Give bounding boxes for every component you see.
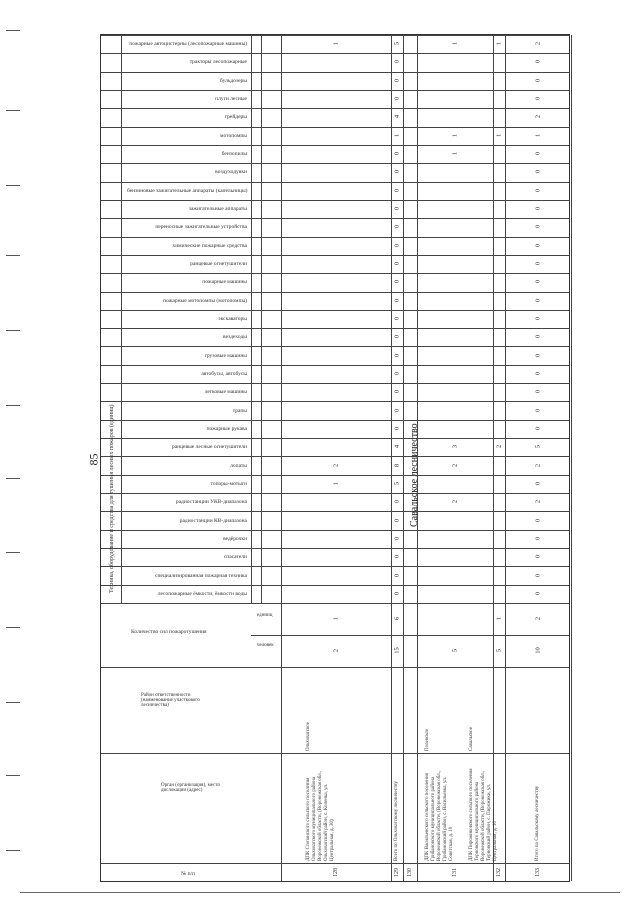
grid-hline	[101, 182, 569, 183]
grid-hline	[101, 365, 569, 366]
bottom-rule	[20, 892, 620, 893]
grid-hline	[101, 53, 569, 54]
row-equipment-value: 5	[393, 481, 401, 486]
equipment-column-label: пожарные рукава	[206, 425, 247, 432]
row-equipment-value: 2	[534, 42, 542, 46]
row-equipment-value: 0	[393, 170, 401, 174]
row-number: 129	[394, 868, 400, 877]
equipment-column-label: топоры-мотыги	[210, 480, 247, 487]
row-equipment-value: 2	[451, 463, 459, 467]
row-equipment-value: 0	[393, 591, 401, 595]
row-equipment-value: 1	[495, 133, 503, 137]
grid-vline	[493, 35, 494, 881]
grid-vline	[571, 35, 572, 881]
row-equipment-value: 0	[534, 536, 542, 540]
margin-mark	[6, 110, 20, 111]
row-equipment-value: 0	[534, 298, 542, 302]
grid-hline	[101, 383, 569, 384]
equipment-column-label: плуги лесные	[215, 96, 247, 103]
row-equipment-value: 0	[534, 188, 542, 192]
equipment-column-label: грузовые машины	[204, 352, 247, 359]
row-equipment-value: 1	[332, 481, 340, 486]
row-equipment-value: 0	[534, 316, 542, 321]
row-equipment-value: 0	[393, 298, 401, 302]
row-equipment-value: 0	[534, 353, 542, 357]
row-area: Ольховатское	[306, 721, 311, 751]
grid-vline	[251, 35, 252, 603]
grid-hline	[101, 585, 569, 586]
grid-vline	[391, 35, 392, 881]
grid-hline	[101, 475, 569, 476]
grid-hline	[101, 127, 569, 128]
staff-units-header: единиц	[257, 613, 273, 618]
grid-vline	[281, 35, 282, 881]
row-equipment-value: 0	[393, 225, 401, 229]
row-equipment-value: 1	[393, 133, 401, 137]
row-equipment-value: 4	[393, 445, 401, 449]
row-equipment-value: 0	[534, 408, 542, 412]
grid-hline	[101, 511, 569, 512]
row-units: 6	[393, 616, 401, 621]
grid-hline	[101, 310, 569, 311]
grid-hline	[101, 456, 569, 457]
equipment-column-label: экскаваторы	[218, 316, 247, 322]
row-equipment-value: 0	[534, 518, 542, 522]
row-equipment-value: 0	[393, 371, 401, 376]
row-equipment-value: 0	[534, 206, 542, 211]
row-equipment-value: 3	[451, 445, 459, 449]
row-number: 132	[496, 868, 502, 877]
row-equipment-value: 2	[534, 463, 542, 467]
grid-vline	[261, 35, 262, 603]
row-equipment-value: 0	[534, 170, 542, 174]
equipment-column-label: ранцевые лесные огнетушители	[171, 444, 247, 451]
row-people: 5	[495, 648, 503, 653]
margin-mark	[6, 627, 20, 628]
row-equipment-value: 0	[393, 536, 401, 540]
row-equipment-value: 0	[393, 390, 401, 394]
equipment-column-label: воздуходувки	[215, 169, 247, 176]
equipment-group-header: Техника, оборудование и средства для тушения лесных пожаров (единиц)	[109, 404, 115, 593]
row-equipment-value: 1	[451, 133, 459, 137]
equipment-column-label: спасатели	[223, 554, 247, 561]
equipment-column-label: лопаты	[230, 462, 247, 469]
grid-hline	[101, 72, 569, 73]
margin-mark	[6, 185, 20, 186]
grid-hline	[101, 603, 569, 604]
equipment-column-label: ранцевые огнетушители	[190, 261, 247, 268]
row-equipment-value: 1	[332, 42, 340, 46]
row-equipment-value: 8	[393, 463, 401, 467]
equipment-column-label: радиостанции УКВ-диапазона	[175, 499, 247, 506]
grid-hline	[101, 530, 569, 531]
grid-hline	[101, 438, 569, 439]
row-org: ДПК Степанского сельского поселения Ольховатского муниципального района Воронежской области, (Воронежская обл., Ольховатский район, с. Копенка, ул. Центральная, д. 30)	[306, 770, 335, 861]
row-equipment-value: 0	[534, 60, 542, 64]
row-area: Савальское	[469, 726, 474, 751]
equipment-column-label: бульдозеры	[220, 77, 247, 84]
row-org: ДПК Пирожиковского сельского поселения Терновского муниципального района Воронежской области, (Воронежская обл., Терновский район, с. Пирожики, ул. Центральная, д. 10	[469, 768, 498, 861]
row-area: Полевское	[425, 728, 430, 751]
staff-people-header: человек	[257, 643, 274, 648]
equipment-column-label: пожарные автоцистерны (лесопожарные машины)	[129, 41, 247, 48]
margin-mark	[6, 30, 20, 31]
equipment-column-label: грейдеры	[224, 114, 247, 121]
grid-hline	[101, 420, 569, 421]
equipment-column-label: мотопомпы	[220, 132, 247, 139]
equipment-column-label: зажигательные аппараты	[188, 206, 247, 213]
row-equipment-value: 0	[393, 316, 401, 321]
resources-table	[100, 34, 570, 882]
row-equipment-value: 1	[451, 42, 459, 46]
margin-mark	[6, 850, 20, 851]
row-units: 1	[332, 616, 340, 621]
equipment-column-label: лесопожарные ёмкости, ёмкости воды	[157, 590, 247, 597]
row-equipment-value: 2	[451, 500, 459, 504]
row-equipment-value: 0	[534, 97, 542, 101]
grid-hline	[101, 255, 569, 256]
grid-hline	[101, 200, 569, 201]
equipment-column-label: трапы	[232, 407, 247, 414]
grid-hline	[101, 401, 569, 402]
row-equipment-value: 0	[534, 243, 542, 247]
grid-hline	[251, 635, 569, 636]
row-equipment-value: 1	[534, 133, 542, 137]
row-equipment-value: 2	[332, 463, 340, 467]
page-number: 85	[86, 453, 101, 466]
grid-hline	[101, 108, 569, 109]
row-equipment-value: 0	[534, 390, 542, 394]
row-equipment-value: 0	[534, 280, 542, 284]
row-equipment-value: 0	[393, 261, 401, 266]
row-equipment-value: 0	[393, 280, 401, 284]
grid-hline	[101, 548, 569, 549]
row-equipment-value: 4	[393, 115, 401, 119]
row-equipment-value: 0	[534, 335, 542, 339]
row-equipment-value: 0	[393, 555, 401, 559]
row-equipment-value: 0	[393, 335, 401, 339]
row-org: Итого по Савальскому лесничеству	[535, 785, 540, 861]
row-equipment-value: 2	[534, 500, 542, 504]
grid-hline	[101, 292, 569, 293]
row-equipment-value: 1	[451, 151, 459, 156]
row-equipment-value: 0	[393, 518, 401, 522]
row-equipment-value: 0	[393, 353, 401, 357]
equipment-column-label: радиостанции КВ-диапазона	[179, 517, 247, 524]
row-equipment-value: 5	[534, 445, 542, 449]
row-equipment-value: 0	[534, 151, 542, 156]
row-equipment-value: 0	[534, 426, 542, 431]
row-equipment-value: 0	[534, 555, 542, 559]
row-number: 128	[333, 868, 339, 877]
grid-vline	[505, 35, 506, 881]
grid-hline	[101, 566, 569, 567]
row-equipment-value: 0	[393, 206, 401, 211]
row-equipment-value: 0	[534, 371, 542, 376]
row-people: 2	[332, 648, 340, 653]
row-equipment-value: 0	[393, 500, 401, 504]
row-equipment-value: 0	[393, 60, 401, 64]
org-header: Орган (организация), место дислокации (адрес)	[161, 783, 220, 793]
row-units: 2	[534, 616, 542, 621]
row-equipment-value: 0	[393, 573, 401, 577]
row-equipment-value: 0	[393, 78, 401, 82]
grid-hline	[101, 346, 569, 347]
grid-hline	[101, 145, 569, 146]
equipment-column-label: пожарные мотопомпы (мотопомпы)	[163, 297, 247, 304]
grid-hline	[101, 218, 569, 219]
equipment-column-label: бензиновые зажигательные аппараты (капельницы)	[127, 187, 248, 194]
row-equipment-value: 1	[495, 42, 503, 46]
row-org: Всего по Ольховатскому лесничеству	[394, 781, 399, 861]
area-header: Район ответственности (наименование участкового лесничества)	[141, 693, 200, 708]
grid-hline	[101, 90, 569, 91]
row-people: 10	[534, 647, 542, 654]
section-label: Савальское лесничество	[409, 423, 420, 527]
row-equipment-value: 0	[393, 188, 401, 192]
row-people: 15	[393, 647, 401, 654]
equipment-column-label: легковые машины	[204, 389, 247, 396]
row-org: ДПК Васильевского сельского поселения Грибановского муниципального района Воронежской области, (Воронежская обл., Грибановский район, с. Васильевка, ул. Советская, д. 10	[425, 770, 454, 861]
row-equipment-value: 0	[534, 481, 542, 486]
row-people: 5	[451, 648, 459, 653]
row-equipment-value: 0	[393, 426, 401, 431]
margin-mark	[6, 702, 20, 703]
row-equipment-value: 0	[393, 408, 401, 412]
row-equipment-value: 2	[495, 445, 503, 449]
equipment-column-label: вездеходы	[223, 334, 247, 341]
margin-mark	[6, 775, 20, 776]
grid-hline	[101, 863, 569, 864]
equipment-column-label: автобусы, автобусы	[201, 370, 247, 377]
row-units: 1	[495, 616, 503, 621]
row-number: 133	[535, 868, 541, 877]
equipment-column-label: пожарные машины	[202, 279, 247, 286]
margin-mark	[6, 552, 20, 553]
row-equipment-value: 0	[534, 261, 542, 266]
grid-hline	[101, 493, 569, 494]
row-number: 131	[452, 868, 458, 877]
margin-mark	[6, 405, 20, 406]
equipment-column-label: специализированная пожарная техника	[155, 572, 247, 579]
row-equipment-value: 5	[393, 42, 401, 46]
grid-hline	[101, 163, 569, 164]
margin-mark	[6, 255, 20, 256]
equipment-column-label: переносные зажигательные устройства	[155, 224, 247, 231]
grid-vline	[403, 35, 404, 881]
equipment-column-label: бензопилы	[221, 151, 247, 158]
row-equipment-value: 2	[534, 115, 542, 119]
staff-group-header: Количество сил пожаротушения	[131, 629, 207, 635]
grid-hline	[101, 237, 569, 238]
equipment-column-label: химические пожарные средства	[172, 242, 247, 249]
row-equipment-value: 0	[534, 225, 542, 229]
margin-mark	[6, 330, 20, 331]
row-equipment-value: 0	[393, 151, 401, 156]
row-equipment-value: 0	[393, 97, 401, 101]
grid-hline	[101, 273, 569, 274]
equipment-column-label: ведёрочки	[223, 535, 247, 542]
grid-hline	[101, 35, 569, 36]
grid-hline	[101, 753, 569, 754]
grid-hline	[101, 667, 569, 668]
equipment-column-label: тракторы лесопожарные	[189, 59, 247, 66]
row-equipment-value: 0	[534, 573, 542, 577]
row-equipment-value: 0	[534, 78, 542, 82]
num-header: № п/п	[181, 871, 196, 877]
row-equipment-value: 0	[393, 243, 401, 247]
grid-hline	[101, 328, 569, 329]
margin-mark	[6, 478, 20, 479]
grid-vline	[121, 35, 122, 603]
row-number: 130	[407, 868, 413, 877]
row-equipment-value: 0	[534, 591, 542, 595]
